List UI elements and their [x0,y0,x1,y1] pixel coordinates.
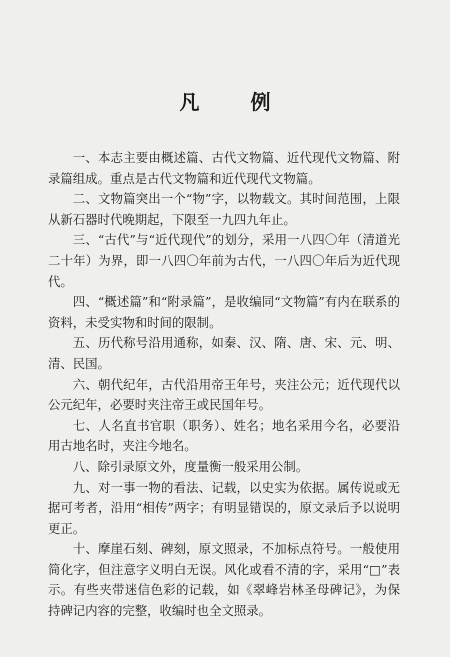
guideline-item-2: 二、文物篇突出一个“物”字，以物载文。其时间范围，上限从新石器时代晚期起，下限至一九四九年止。 [48,191,400,227]
guidelines-list [48,148,400,622]
guideline-item-8: 八、除引录原文外，度量衡一般采用公制。 [72,458,309,474]
guideline-item-6: 六、朝代纪年，古代沿用帝王年号，夹注公元；近代现代以公元纪年，必要时夹注帝王或民国年号。 [48,376,400,413]
guideline-item-7: 七、人名直书官职（职务）、姓名；地名采用今名，必要沿用古地名时，夹注今地名。 [48,417,400,454]
page-title: 凡 例 [179,90,293,114]
guideline-item-9: 九、对一事一物的看法、记载，以史实为依据。属传说或无据可考者，沿用“相传”两字；有明显错误的，原文录后予以说明更正。 [48,479,400,536]
guideline-item-1: 一、本志主要由概述篇、古代文物篇、近代现代文物篇、附录篇组成。重点是古代文物篇和近代现代文物篇。 [48,150,400,186]
guideline-item-3: 三、“古代”与“近代现代”的划分，采用一八四〇年（清道光二十年）为界，即一八四〇年前为古代，一八四〇年后为近代现代。 [48,232,400,289]
guideline-item-5: 五、历代称号沿用通称，如秦、汉、隋、唐、宋、元、明、清、民国。 [48,335,400,371]
guideline-item-10: 十、摩崖石刻、碑刻，原文照录，不加标点符号。一般使用简化字，但注意字义明白无误。风化或看不清的字，采用“□”表示。有些夹带迷信色彩的记载，如《翠峰岩林圣母碑记》，为保持碑记内容的完整，收编时也全文照录。 [48,541,400,619]
guideline-item-4: 四、“概述篇”和“附录篇”，是收编同“文物篇”有内在联系的资料，未受实物和时间的限制。 [48,294,400,330]
